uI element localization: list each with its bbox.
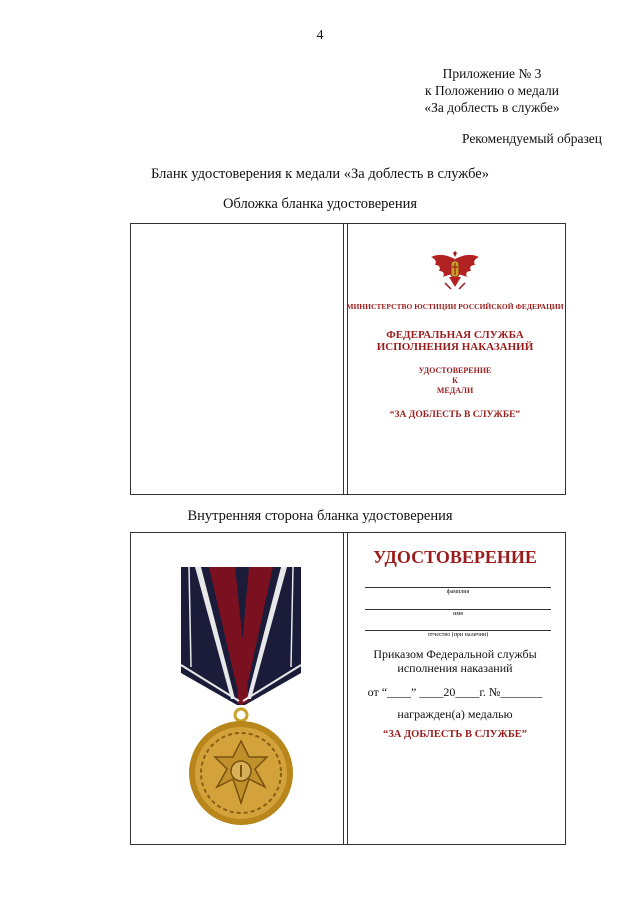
certificate-cover — [130, 223, 566, 495]
name-line — [365, 609, 551, 610]
order-line: Приказом Федеральной службы — [373, 647, 537, 661]
page-number: 4 — [316, 28, 324, 43]
name-caption: имя — [453, 611, 463, 617]
date-line: от “____” ____20____г. №_______ — [367, 685, 543, 699]
blank-heading: Бланк удостоверения к медали «За доблесть в службе» — [151, 166, 489, 182]
appendix-line: «За доблесть в службе» — [424, 100, 560, 115]
certificate-line: К — [452, 376, 458, 385]
double-headed-eagle-icon — [429, 251, 481, 291]
appendix-line: к Положению о медали — [425, 83, 559, 98]
medal-name: “ЗА ДОБЛЕСТЬ В СЛУЖБЕ” — [389, 410, 521, 420]
recommended-sample-label: Рекомендуемый образец — [461, 131, 602, 146]
surname-caption: фамилия — [446, 589, 470, 595]
spine-line — [347, 224, 348, 494]
service-text: ФЕДЕРАЛЬНАЯ СЛУЖБА ИСПОЛНЕНИЯ НАКАЗАНИЙ — [376, 329, 534, 353]
appendix-line: Приложение № 3 — [442, 66, 542, 81]
cover-heading: Обложка бланка удостоверения — [222, 196, 418, 212]
spine-line — [343, 224, 344, 494]
certificate-line: МЕДАЛИ — [436, 386, 474, 395]
surname-line — [365, 587, 551, 588]
patronymic-line — [365, 630, 551, 631]
awarded-text: награжден(а) медалью — [397, 707, 513, 721]
certificate-title — [345, 366, 565, 396]
medal-icon — [179, 567, 303, 833]
inner-medal-name: “ЗА ДОБЛЕСТЬ В СЛУЖБЕ” — [382, 729, 528, 740]
patronymic-caption: отчество (при наличии) — [427, 632, 489, 638]
inner-heading: Внутренняя сторона бланка удостоверения — [187, 508, 453, 524]
appendix-block — [382, 65, 602, 116]
certificate-line: УДОСТОВЕРЕНИЕ — [418, 366, 492, 375]
inner-title: УДОСТОВЕРЕНИЕ — [373, 547, 537, 567]
spine-line — [343, 533, 344, 844]
order-line: исполнения наказаний — [397, 661, 513, 675]
ministry-text: МИНИСТЕРСТВО ЮСТИЦИИ РОССИЙСКОЙ ФЕДЕРАЦИИ — [346, 302, 564, 311]
certificate-inner — [130, 532, 566, 845]
